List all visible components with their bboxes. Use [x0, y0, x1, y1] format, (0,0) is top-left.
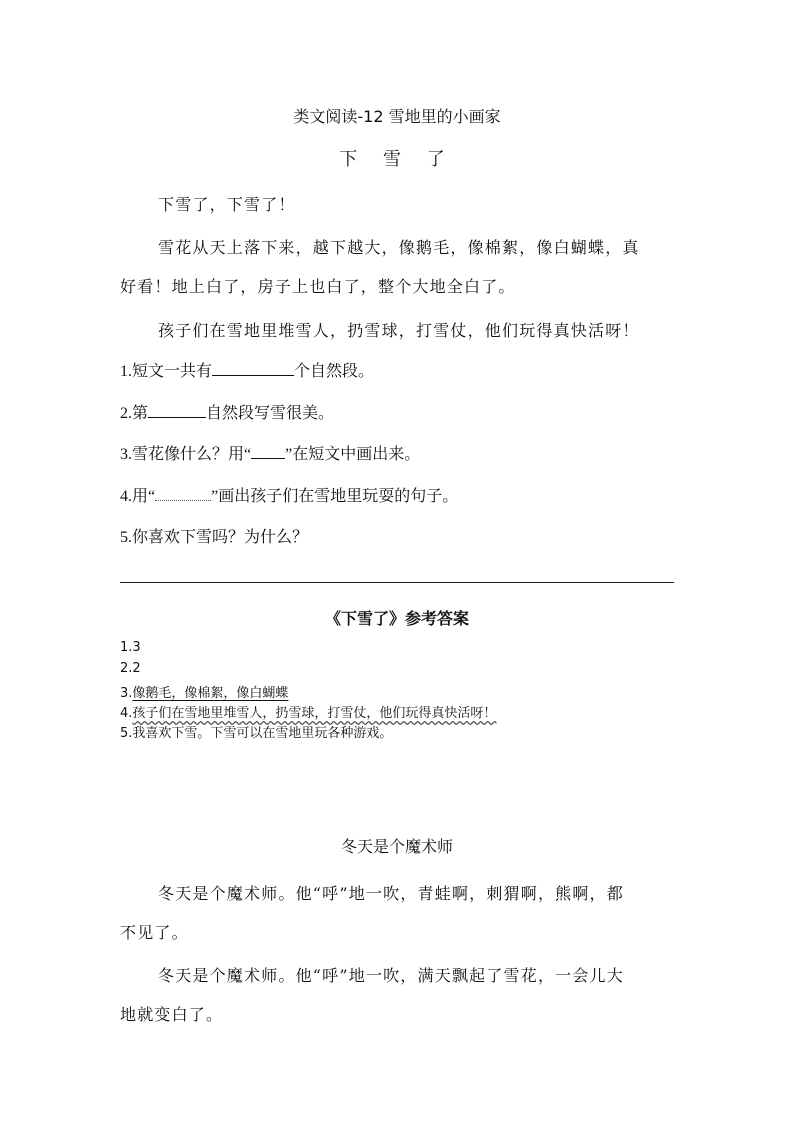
story-paragraph-3: 孩子们在雪地里堆雪人，扔雪球，打雪仗，他们玩得真快活呀！: [158, 321, 640, 340]
question-1-text: 1.短文一共有: [120, 363, 213, 380]
answer-4-text: 孩子们在雪地里堆雪人，扔雪球，打雪仗，他们玩得真快活呀！: [132, 706, 497, 721]
answer-1: 1.3: [120, 640, 141, 655]
question-5: 5.你喜欢下雪吗？为什么？: [120, 529, 309, 546]
answer-3: [120, 682, 288, 701]
wavy-mark-sample: [155, 486, 211, 501]
question-3-text-end: ”在短文中画出来。: [285, 446, 421, 463]
question-1-text-end: 个自然段。: [294, 363, 375, 380]
answer-2: 2.2: [120, 661, 141, 676]
story2-paragraph-2-line-2: 地就变白了。: [120, 1005, 224, 1024]
question-2-text-end: 自然段写雪很美。: [206, 405, 335, 422]
story-paragraph-1: 下雪了，下雪了！: [158, 195, 296, 214]
answer-blank[interactable]: [212, 361, 294, 376]
answer-3-text: 像鹅毛，像棉絮，像白蝴蝶: [132, 686, 289, 701]
question-2: [120, 400, 334, 423]
question-4: [120, 483, 458, 506]
story-paragraph-2-line-2: 好看！地上白了，房子上也白了，整个大地全白了。: [120, 277, 516, 296]
question-4-text-end: ”画出孩子们在雪地里玩耍的句子。: [211, 488, 459, 505]
answer-4-number: 4.: [120, 706, 133, 721]
story2-paragraph-2-line-1: 冬天是个魔术师。他“呼”地一吹，满天飘起了雪花，一会儿大: [158, 966, 624, 985]
question-2-text: 2.第: [120, 405, 149, 422]
story-paragraph-2-line-1: 雪花从天上落下来，越下越大，像鹅毛，像棉絮，像白蝴蝶，真: [158, 238, 640, 257]
answer-5: 5.我喜欢下雪。下雪可以在雪地里玩各种游戏。: [120, 726, 393, 741]
answer-blank[interactable]: [148, 403, 206, 418]
question-3-text: 3.雪花像什么？用“: [120, 446, 252, 463]
line-mark-sample: [251, 444, 285, 459]
question-3: [120, 441, 420, 464]
answer-4: [120, 702, 496, 721]
story2-paragraph-1-line-2: 不见了。: [120, 923, 189, 942]
question-1: [120, 358, 374, 381]
question-4-text: 4.用“: [120, 488, 156, 505]
story2-title: 冬天是个魔术师: [340, 837, 453, 856]
story-title: 下 雪 了: [339, 149, 455, 170]
section-divider: [120, 582, 674, 583]
story2-paragraph-1-line-1: 冬天是个魔术师。他“呼”地一吹，青蛙啊，刺猬啊，熊啊，都: [158, 884, 624, 903]
document-title: 类文阅读-12 雪地里的小画家: [293, 107, 501, 126]
answer-3-number: 3.: [120, 686, 133, 701]
answers-title: 《下雪了》参考答案: [324, 609, 469, 628]
